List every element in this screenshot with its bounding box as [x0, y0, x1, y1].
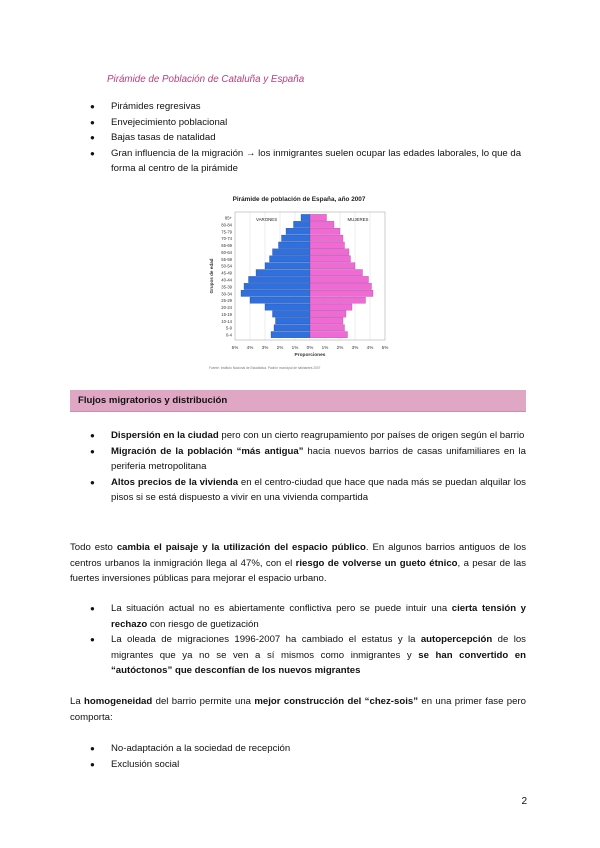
age-tick-label: 85+ — [224, 215, 232, 221]
male-bar — [241, 290, 310, 296]
legend-females: MUJERES — [347, 217, 369, 222]
female-bar — [310, 263, 355, 269]
bold-text-run: se han convertido en “autóctonos” que desconfían de los nuevos migrantes — [111, 649, 526, 676]
male-bar — [270, 256, 311, 262]
y-axis-label: Grupos de edad — [209, 258, 214, 294]
male-bar — [282, 235, 311, 241]
bold-text-run: Migración de la población “más antigua” — [111, 445, 304, 457]
list-item: ● Envejecimiento poblacional — [90, 115, 526, 131]
list-item — [90, 444, 526, 475]
migration-bullet-list — [90, 428, 526, 506]
age-tick-label: 35-39 — [221, 284, 232, 290]
page-number: 2 — [521, 796, 527, 807]
bold-text-run: cierta tensión y rechazo — [111, 603, 526, 630]
female-bar — [310, 276, 369, 282]
list-item — [90, 428, 526, 444]
male-bar — [271, 332, 310, 338]
female-bar — [310, 297, 366, 303]
bullet-icon: ● — [90, 744, 95, 753]
female-bar — [310, 249, 349, 255]
x-tick-label: 3% — [261, 345, 269, 350]
population-pyramid-chart — [207, 192, 391, 372]
male-bar — [256, 270, 310, 276]
male-bar — [249, 276, 311, 282]
text-run: . En algunos barrios antiguos de los centros urbanos la inmigración llega al 47%, con el — [70, 542, 526, 569]
age-tick-label: 25-29 — [221, 298, 232, 304]
x-tick-label: 1% — [321, 345, 329, 350]
bold-text-run: riesgo de volverse un gueto étnico — [295, 557, 458, 569]
section-heading: Flujos migratorios y distribución — [70, 390, 526, 412]
x-tick-label: 5% — [231, 345, 239, 350]
bullet-icon: ● — [90, 759, 95, 769]
bullet-icon: ● — [90, 635, 95, 644]
female-bar — [310, 256, 351, 262]
age-tick-label: 20-24 — [221, 305, 232, 311]
female-bar — [310, 332, 348, 338]
age-tick-label: 75-79 — [221, 229, 232, 235]
bold-text-run: autopercepción — [420, 634, 493, 645]
male-bar — [301, 214, 310, 220]
male-bar — [244, 283, 310, 289]
text-run: La oleada de migraciones 1996-2007 ha cambiado el estatus y la — [111, 634, 421, 645]
male-bar — [274, 325, 310, 331]
list-item — [90, 601, 526, 632]
x-tick-label: 4% — [366, 345, 374, 350]
age-tick-label: 70-74 — [221, 236, 232, 242]
female-bar — [310, 304, 352, 310]
age-tick-label: 10-14 — [221, 318, 232, 324]
list-item: ● No-adaptación a la sociedad de recepción — [90, 741, 526, 757]
female-bar — [310, 283, 372, 289]
text-run: de los migrantes que ya no se ven a sí mismos como inmigrantes y — [111, 634, 526, 661]
chart-title: Pirámide de población de España, año 2007 — [232, 196, 366, 203]
text-run: , a pesar de las fuertes inversiones públicas para mejorar el espacio urbano. — [70, 557, 527, 584]
text-run: hacia nuevos barrios de casas unifamiliares en la periferia metropolitana — [111, 445, 526, 472]
x-axis-label: Proporciones — [294, 353, 326, 358]
female-bar — [310, 311, 346, 317]
bullet-icon: ● — [90, 133, 95, 142]
female-bar — [310, 270, 363, 276]
age-tick-label: 0-4 — [225, 332, 232, 338]
bullet-icon: ● — [90, 102, 95, 111]
age-tick-label: 80-84 — [221, 222, 232, 228]
x-tick-label: 5% — [381, 345, 389, 350]
paragraph-homogeneity — [70, 694, 526, 725]
bold-text-run: homogeneidad — [84, 696, 153, 707]
x-tick-label: 4% — [246, 345, 254, 350]
male-bar — [265, 263, 310, 269]
text-run: pero con un cierto reagrupamiento por países de origen según el barrio — [218, 430, 525, 441]
age-tick-label: 55-59 — [221, 256, 232, 262]
list-item: ● Gran influencia de la migración → los inmigrantes suelen ocupar las edades laborales, lo que da forma al centro de la pirámide — [90, 147, 522, 174]
age-tick-label: 5-9 — [225, 325, 232, 331]
text-run: La situación actual no es abiertamente conflictiva pero se puede intuir una — [111, 603, 452, 614]
female-bar — [310, 228, 340, 234]
x-tick-label: 0% — [306, 345, 314, 350]
text-run: del barrio permite una — [152, 696, 255, 707]
bold-text-run: Dispersión en la ciudad — [111, 430, 219, 441]
pyramid-svg — [207, 192, 391, 372]
text-run: La — [70, 696, 85, 707]
list-item: ● Exclusión social — [90, 757, 526, 773]
x-tick-label: 3% — [351, 345, 359, 350]
list-item: ● Bajas tasas de natalidad — [90, 130, 526, 146]
consequence-bullet-list — [90, 741, 526, 772]
bullet-icon: ● — [90, 148, 95, 158]
age-tick-label: 15-19 — [221, 311, 232, 317]
bold-text-run: mejor construcción del “chez-sois” — [254, 696, 419, 707]
bullet-icon: ● — [90, 431, 95, 440]
pyramid-bullet-list — [90, 99, 526, 177]
bullet-icon: ● — [90, 477, 95, 487]
male-bar — [273, 249, 311, 255]
bold-text-run: Altos precios de la vivienda — [111, 476, 239, 488]
female-bar — [310, 235, 343, 241]
text-run: con riesgo de guetización — [147, 618, 259, 630]
female-bar — [310, 242, 345, 248]
text-run: Todo esto — [70, 542, 117, 553]
bold-text-run: cambia el paisaje y la utilización del espacio público — [116, 542, 366, 553]
x-tick-label: 2% — [276, 345, 284, 350]
paragraph-public-space — [70, 540, 526, 587]
male-bar — [273, 311, 311, 317]
male-bar — [265, 304, 310, 310]
chart-footnote: Fuente: Instituto Nacional de Estadística. Padrón municipal de habitantes 2007 — [209, 366, 321, 370]
male-bar — [250, 297, 310, 303]
bullet-icon: ● — [90, 604, 95, 613]
age-tick-label: 65-69 — [221, 243, 232, 249]
male-bar — [279, 242, 311, 248]
x-tick-label: 2% — [336, 345, 344, 350]
x-tick-label: 1% — [291, 345, 299, 350]
text-run: en el centro-ciudad que hace que nada más se puedan alquilar los pisos si se está dispuesto a vivir en una vivienda compartida — [111, 476, 526, 503]
age-tick-label: 40-44 — [221, 277, 232, 283]
list-item — [90, 632, 526, 679]
male-bar — [294, 221, 311, 227]
bullet-icon: ● — [90, 117, 95, 127]
legend-males: VARONES — [256, 217, 278, 222]
list-item: ● Pirámides regresivas — [90, 99, 526, 115]
male-bar — [286, 228, 310, 234]
age-tick-label: 45-49 — [221, 270, 232, 276]
female-bar — [310, 214, 327, 220]
female-bar — [310, 318, 343, 324]
male-bar — [276, 318, 311, 324]
bullet-icon: ● — [90, 446, 95, 456]
pyramid-subtitle: Pirámide de Población de Cataluña y España — [107, 74, 305, 85]
age-tick-label: 30-34 — [221, 291, 232, 297]
female-bar — [310, 221, 334, 227]
age-tick-label: 60-64 — [221, 249, 232, 255]
list-item — [90, 475, 526, 506]
female-bar — [310, 290, 373, 296]
female-bar — [310, 325, 345, 331]
tension-bullet-list — [90, 601, 526, 679]
text-run: en una primer fase pero comporta: — [70, 696, 526, 723]
age-tick-label: 50-54 — [221, 263, 232, 269]
